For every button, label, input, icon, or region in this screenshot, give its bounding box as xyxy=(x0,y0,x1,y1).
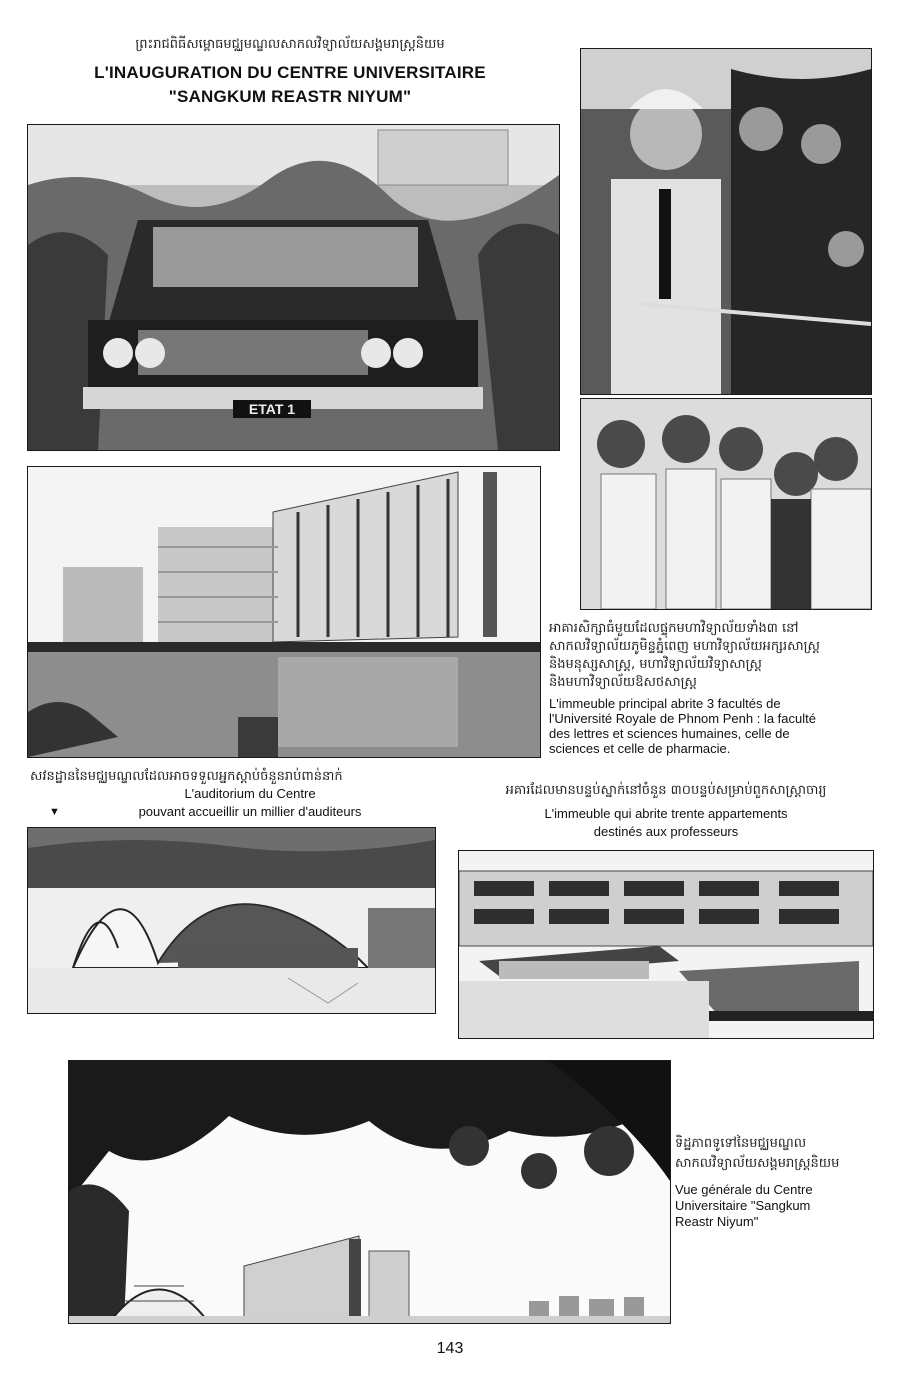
caption-general-view-fr-line2: Universitaire "Sangkum xyxy=(675,1198,811,1213)
caption-main-building-fr-line1: L'immeuble principal abrite 3 facultés de xyxy=(549,696,781,711)
title-french-line2: "SANGKUM REASTR NIYUM" xyxy=(168,87,412,106)
caption-auditorium-fr-line1: L'auditorium du Centre xyxy=(184,786,316,801)
caption-auditorium-khmer: សវនដ្ឋាននៃមជ្ឈមណ្ឌលដែលអាចទទួលអ្នកស្តាប់ចំនួនរាប់ពាន់នាក់ xyxy=(30,769,343,784)
caption-main-building-kh-line3: និងមនុស្សសាស្ត្រ, មហាវិទ្យាល័យវិទ្យាសាស្ត្រ xyxy=(549,657,762,672)
caption-general-view-fr-line1: Vue générale du Centre xyxy=(675,1182,813,1197)
caption-apartments-khmer: អគារដែលមានបន្ទប់ស្នាក់នៅចំនួន ៣០បន្ទប់សម្រាប់ពួកសាស្ត្រាចារ្យ xyxy=(505,783,827,798)
caption-main-building-fr-line2: l'Université Royale de Phnom Penh : la faculté xyxy=(549,711,816,726)
caption-main-building-french xyxy=(549,696,889,756)
caption-general-view-fr-line3: Reastr Niyum" xyxy=(675,1214,759,1229)
caption-apartments-fr-line1: L'immeuble qui abrite trente appartements xyxy=(544,806,788,821)
page-number: 143 xyxy=(436,1340,464,1357)
caption-main-building-kh-line4: និងមហាវិទ្យាល័យឱសថសាស្ត្រ xyxy=(549,675,697,690)
caption-main-building-kh-line1: អាគារសិក្សាធំមួយដែលផ្ទុកមហាវិទ្យាល័យទាំង៣ នៅ xyxy=(549,621,799,636)
photo-students xyxy=(580,398,872,610)
photo-ribbon-cutting xyxy=(580,48,872,395)
photo-auditorium xyxy=(27,827,436,1014)
arrow-down-icon: ▼ xyxy=(49,806,60,818)
caption-main-building-fr-line4: sciences et celle de pharmacie. xyxy=(549,741,731,756)
photo-main-building xyxy=(27,466,541,758)
caption-auditorium-fr-line2: pouvant accueillir un millier d'auditeurs xyxy=(138,804,362,819)
title-french-line1: L'INAUGURATION DU CENTRE UNIVERSITAIRE xyxy=(94,63,486,82)
caption-general-view-kh-line1: ទិដ្ឋភាពទូទៅនៃមជ្ឈមណ្ឌល xyxy=(675,1136,807,1151)
title-khmer: ព្រះរាជពិធីសម្ពោធមជ្ឈមណ្ឌលសាកលវិទ្យាល័យសង្គមរាស្ត្រនិយម xyxy=(135,37,445,52)
caption-general-view-french xyxy=(675,1182,895,1230)
caption-general-view-kh-line2: សាកលវិទ្យាល័យសង្គមរាស្ត្រនិយម xyxy=(675,1156,840,1171)
caption-main-building-fr-line3: des lettres et sciences humaines, celle de xyxy=(549,726,790,741)
caption-main-building-khmer xyxy=(549,620,899,692)
caption-main-building-kh-line2: សាកលវិទ្យាល័យភូមិន្ទភ្នំពេញ មហាវិទ្យាល័យអក្សរសាស្ត្រ xyxy=(549,639,820,654)
photo-car-arrival xyxy=(27,124,560,451)
photo-apartments xyxy=(458,850,874,1039)
caption-apartments-fr-line2: destinés aux professeurs xyxy=(593,824,739,839)
caption-general-view-khmer xyxy=(675,1134,895,1174)
photo-general-view xyxy=(68,1060,671,1324)
car-plate-text: ETAT 1 xyxy=(248,401,296,417)
